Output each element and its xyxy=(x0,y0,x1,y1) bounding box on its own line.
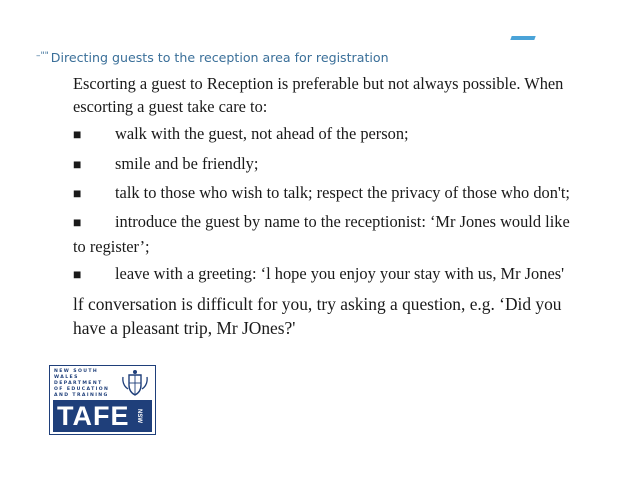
coat-of-arms-icon xyxy=(120,369,150,397)
department-line: AND TRAINING xyxy=(54,393,109,398)
department-line: DEPARTMENT xyxy=(54,381,103,386)
bullet-item xyxy=(73,210,573,258)
department-line: OF EDUCATION xyxy=(54,387,110,392)
bullet-square-icon: ■ xyxy=(73,157,82,173)
bullet-text: leave with a greeting: ‘l hope you enjoy your stay with us, Mr Jones' xyxy=(115,264,565,284)
slide-body xyxy=(73,72,573,344)
department-line: NEW SOUTH WALES xyxy=(54,369,99,380)
department-name xyxy=(54,369,116,399)
bullet-item xyxy=(73,122,573,147)
slide-title: Directing guests to the reception area for registration xyxy=(50,50,389,65)
bullet-item xyxy=(73,262,573,287)
bullet-text: introduce the guest by name to the receptionist: ‘Mr Jones would like to register’; xyxy=(73,212,570,257)
slide-heading xyxy=(36,50,389,65)
intro-paragraph: Escorting a guest to Reception is preferable but not always possible. When escorting a guest take care to: xyxy=(73,74,564,117)
tafe-band xyxy=(53,400,152,432)
bullet-square-icon: ■ xyxy=(73,128,82,144)
bullet-text: smile and be friendly; xyxy=(115,153,259,173)
bullet-square-icon: ■ xyxy=(73,186,82,202)
closing-paragraph: lf conversation is difficult for you, try asking a question, e.g. ‘Did you have a pleasant trip, Mr JOnes?' xyxy=(73,293,562,338)
tafe-wordmark: TAFE xyxy=(57,400,130,431)
bullet-item xyxy=(73,181,573,206)
nsw-label: NSW xyxy=(135,409,142,423)
tafe-nsw-logo xyxy=(49,365,156,435)
bullet-square-icon: ■ xyxy=(73,216,82,232)
heading-mark: –"" xyxy=(36,51,49,61)
bullet-square-icon: ■ xyxy=(73,268,82,284)
bullet-text: walk with the guest, not ahead of the person; xyxy=(115,124,409,144)
accent-bar xyxy=(510,36,535,40)
bullet-item xyxy=(73,152,573,177)
bullet-text: talk to those who wish to talk; respect the privacy of those who don't; xyxy=(115,182,570,202)
